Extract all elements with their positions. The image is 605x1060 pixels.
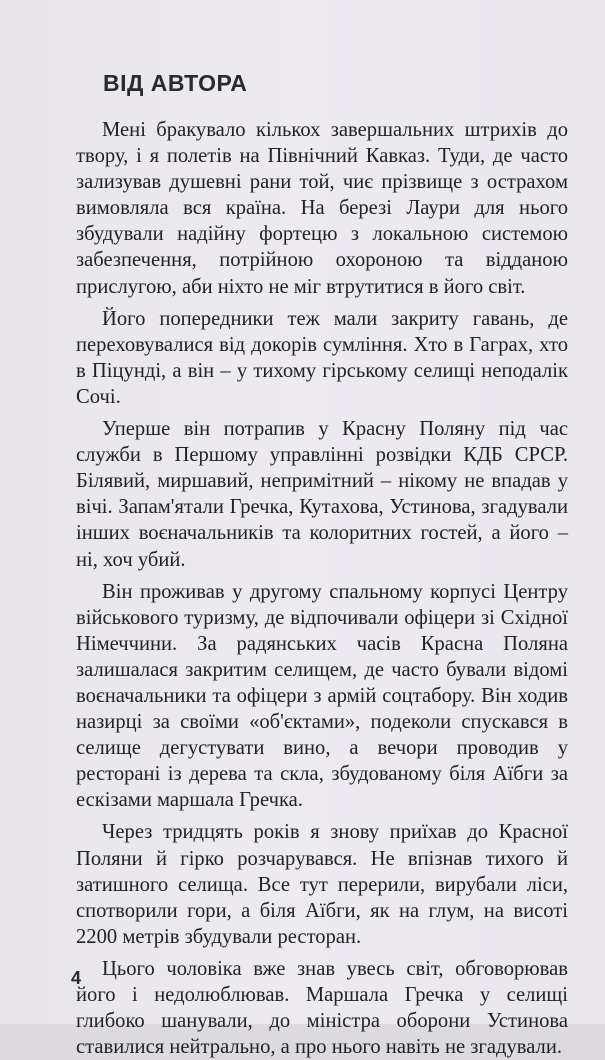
paragraph: Через тридцять років я знову приїхав до Красної Поляни й гірко розчарувався. Не впізнав тихого й затишного селища. Все тут перерили, вирубали ліси, спотворили гори, а біля Аїбги, як на глум, на висоті 2200 метрів збудували ресторан.	[76, 821, 568, 948]
paragraph: Мені бракувало кількох завершальних штрихів до твору, і я полетів на Північний Кавказ. Туди, де часто зализував душевні рани той, чиє прізвище з острахом вимовляла вся країна. На березі Лаури для нього збудували надійну фортецю з локальною системою забезпечення, потрійною охороною та відданою прислугою, аби ніхто не міг втрутитися в його світ.	[76, 119, 568, 298]
paragraph: Уперше він потрапив у Красну Поляну під час служби в Першому управлінні розвідки КДБ СРСР. Білявий, миршавий, непримітний – нікому не впадав у вічі. Запам'ятали Гречка, Кутахова, Устинова, згадували інших воєначальників та колоритних гостей, а його – ні, хоч убий.	[76, 418, 568, 571]
page-number: 4	[71, 968, 82, 988]
paragraph: Його попередники теж мали закриту гавань, де переховувалися від докорів сумління. Хто в Гаграх, хто в Піцунді, а він – у тихому гірському селищі неподалік Сочі.	[76, 307, 568, 408]
body-text	[76, 117, 568, 1060]
chapter-heading: ВІД АВТОРА	[103, 70, 248, 96]
paragraph: Він проживав у другому спальному корпусі Центру військового туризму, де відпочивали офіцери зі Східної Німеччини. За радянських часів Красна Поляна залишалася закритим селищем, де часто бували відомі воєначальники та офіцери з армій соцтабору. Він ходив назирці за своїми «об'єктами», подеколи спускався в селище дегустувати вино, а вечори проводив у ресторані із дерева та скла, збудованому біля Аїбги за ескізами маршала Гречка.	[76, 580, 568, 812]
paragraph: Цього чоловіка вже знав увесь світ, обговорював його і недолюблював. Маршала Гречка у селищі глибоко шанували, до міністра оборони Устинова ставилися нейтрально, а про нього навіть не згадували.	[76, 957, 568, 1059]
